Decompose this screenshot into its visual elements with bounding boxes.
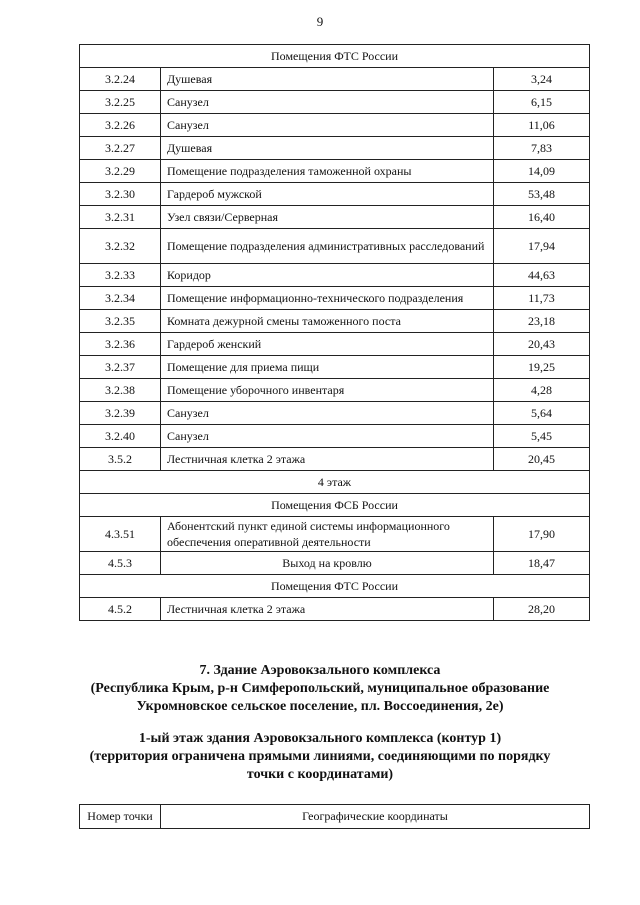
room-number: 3.2.33 [80, 264, 161, 287]
room-area: 6,15 [494, 91, 590, 114]
room-area: 3,24 [494, 68, 590, 91]
section-title: 4 этаж [80, 471, 590, 494]
room-name: Комната дежурной смены таможенного поста [161, 310, 494, 333]
room-row [80, 287, 590, 310]
floor-heading-line2: (территория ограничена прямыми линиями, соединяющими по порядку [89, 749, 551, 764]
room-number: 3.2.38 [80, 379, 161, 402]
room-area: 17,90 [494, 517, 590, 552]
room-name: Санузел [161, 91, 494, 114]
room-name: Санузел [161, 402, 494, 425]
room-number: 3.2.36 [80, 333, 161, 356]
room-row [80, 229, 590, 264]
room-number: 3.2.32 [80, 229, 161, 264]
room-area: 23,18 [494, 310, 590, 333]
room-row [80, 310, 590, 333]
section-title: Помещения ФСБ России [80, 494, 590, 517]
room-area: 5,45 [494, 425, 590, 448]
room-row [80, 183, 590, 206]
room-area: 4,28 [494, 379, 590, 402]
room-area: 5,64 [494, 402, 590, 425]
room-name: Помещение подразделения таможенной охраны [161, 160, 494, 183]
room-number: 3.5.2 [80, 448, 161, 471]
room-area: 11,06 [494, 114, 590, 137]
building-heading-line1: 7. Здание Аэровокзального комплекса [199, 663, 441, 678]
page-number: 9 [316, 14, 324, 29]
room-name: Абонентский пункт единой системы информационного обеспечения оперативной деятельности [161, 517, 494, 552]
room-name: Помещение уборочного инвентаря [161, 379, 494, 402]
room-number: 3.2.35 [80, 310, 161, 333]
room-number: 4.5.2 [80, 598, 161, 621]
point-number-header: Номер точки [80, 805, 161, 829]
section-row [80, 494, 590, 517]
room-row [80, 356, 590, 379]
room-name: Санузел [161, 425, 494, 448]
room-number: 3.2.27 [80, 137, 161, 160]
room-number: 3.2.26 [80, 114, 161, 137]
room-number: 3.2.39 [80, 402, 161, 425]
room-name: Выход на кровлю [161, 552, 494, 575]
room-number: 3.2.37 [80, 356, 161, 379]
room-row [80, 552, 590, 575]
room-name: Помещение для приема пищи [161, 356, 494, 379]
room-area: 18,47 [494, 552, 590, 575]
room-area: 20,45 [494, 448, 590, 471]
room-row [80, 206, 590, 229]
room-name: Гардероб женский [161, 333, 494, 356]
coordinates-table [79, 804, 590, 829]
room-number: 4.3.51 [80, 517, 161, 552]
room-row [80, 264, 590, 287]
room-row [80, 402, 590, 425]
room-row [80, 91, 590, 114]
room-number: 3.2.25 [80, 91, 161, 114]
room-name: Узел связи/Серверная [161, 206, 494, 229]
room-name: Душевая [161, 68, 494, 91]
building-heading-line3: Укромновское сельское поселение, пл. Воссоединения, 2е) [136, 699, 504, 714]
room-name: Помещение информационно-технического подразделения [161, 287, 494, 310]
coordinates-header-row [80, 805, 590, 829]
section-row [80, 45, 590, 68]
room-name: Лестничная клетка 2 этажа [161, 448, 494, 471]
room-name: Гардероб мужской [161, 183, 494, 206]
room-row [80, 517, 590, 552]
building-heading-line2: (Республика Крым, р-н Симферопольский, муниципальное образование [90, 681, 550, 696]
room-row [80, 379, 590, 402]
room-row [80, 160, 590, 183]
room-row [80, 425, 590, 448]
room-number: 3.2.24 [80, 68, 161, 91]
floor-heading-line3: точки с координатами) [246, 767, 394, 782]
room-area: 7,83 [494, 137, 590, 160]
room-name: Коридор [161, 264, 494, 287]
room-area: 20,43 [494, 333, 590, 356]
room-number: 3.2.30 [80, 183, 161, 206]
room-number: 3.2.31 [80, 206, 161, 229]
geo-coordinates-header: Географические координаты [161, 805, 590, 829]
room-name: Помещение подразделения административных расследований [161, 229, 494, 264]
room-row [80, 137, 590, 160]
room-name: Санузел [161, 114, 494, 137]
room-row [80, 598, 590, 621]
room-area: 19,25 [494, 356, 590, 379]
room-number: 3.2.40 [80, 425, 161, 448]
room-number: 3.2.34 [80, 287, 161, 310]
room-row [80, 333, 590, 356]
room-area: 14,09 [494, 160, 590, 183]
room-area: 16,40 [494, 206, 590, 229]
room-area: 44,63 [494, 264, 590, 287]
room-row [80, 114, 590, 137]
room-number: 3.2.29 [80, 160, 161, 183]
room-area: 28,20 [494, 598, 590, 621]
room-row [80, 448, 590, 471]
section-title: Помещения ФТС России [80, 45, 590, 68]
section-row [80, 471, 590, 494]
room-area: 11,73 [494, 287, 590, 310]
rooms-table [79, 44, 590, 621]
section-row [80, 575, 590, 598]
room-name: Лестничная клетка 2 этажа [161, 598, 494, 621]
floor-heading-line1: 1-ый этаж здания Аэровокзального комплекса (контур 1) [138, 731, 502, 746]
room-row [80, 68, 590, 91]
room-name: Душевая [161, 137, 494, 160]
room-area: 17,94 [494, 229, 590, 264]
room-area: 53,48 [494, 183, 590, 206]
section-title: Помещения ФТС России [80, 575, 590, 598]
room-number: 4.5.3 [80, 552, 161, 575]
